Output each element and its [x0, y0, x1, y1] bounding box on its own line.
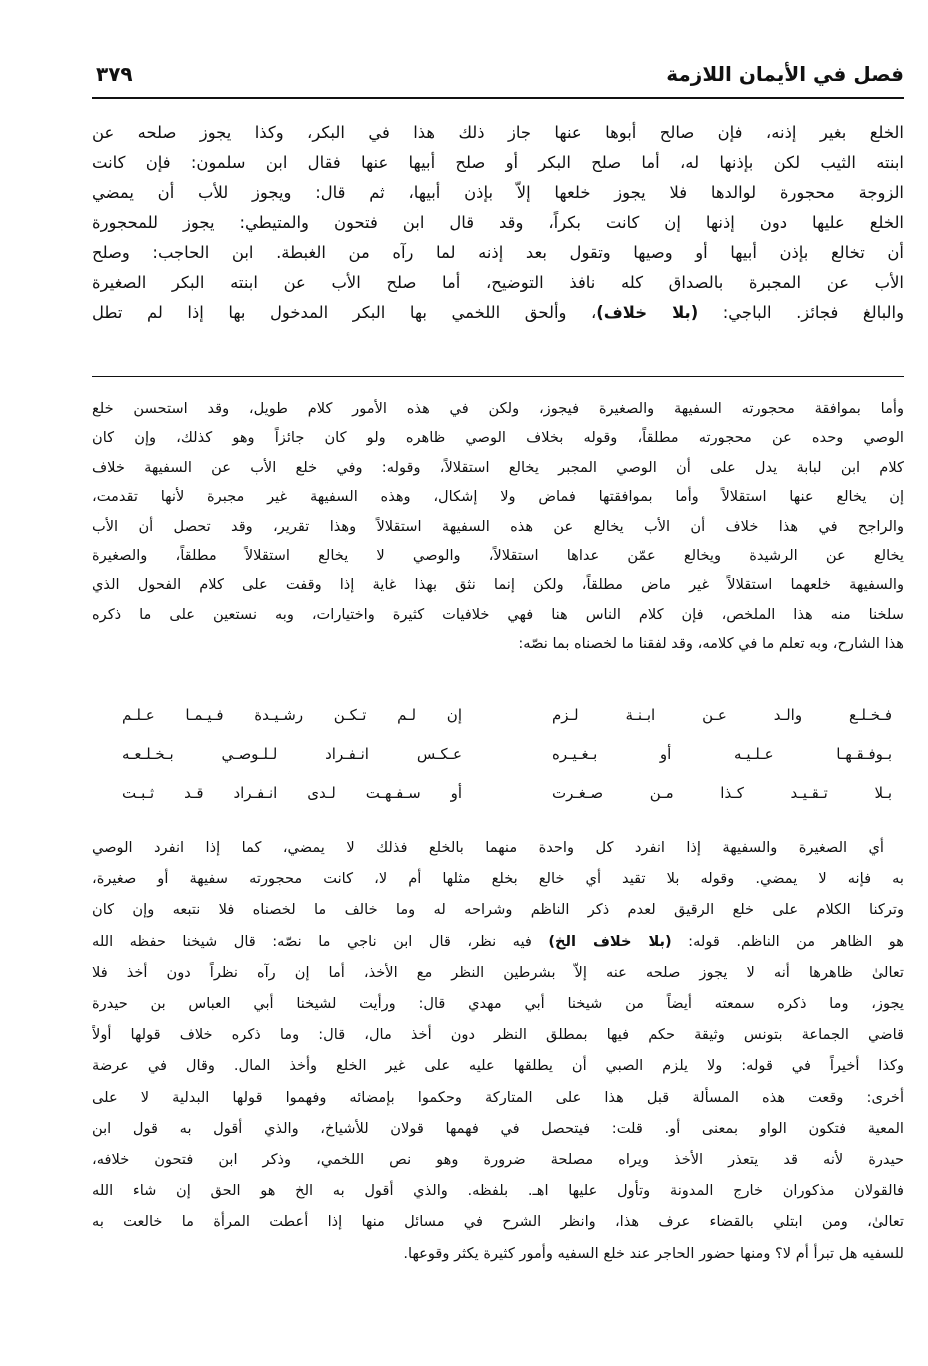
- text-line: والسفيهة خلعهما استقلالاً غير ماض مطلقاً، ولكن إنما نثق بهذا غاية إذا وقفت على كلام الفحول الذي: [92, 576, 904, 594]
- commentary-text: [92, 832, 904, 1269]
- text-line: وتركنا الكلام على خلع الرقيق لعدم ذكر الناظم وشراحه له وما خالف ما لخصناه فلا نتبعه وإن كان: [92, 901, 904, 919]
- header-rule: [92, 97, 904, 99]
- poem-verse: [122, 706, 892, 745]
- text-line: فالقولان مذكوران خارج المدونة وتأول عليها اهـ. بلفظه. والذي أقول به الخ هو الحق إن شاء الله: [92, 1182, 904, 1200]
- poem-verses: [122, 706, 892, 823]
- hemistich-left: أو سـفـهـت لـدى انـفـراد قـد ثـبـت: [122, 784, 462, 802]
- bold-quote: (بلا خلاف): [596, 303, 699, 322]
- text-line: للسفيه هل تبرأ أم لا؟ ومنها حضور الحاجر عند خلع السفيه وأمور كثيرة يكثر وقوعها.: [403, 1244, 904, 1262]
- text-line: به فإنه لا يمضي. وقوله بلا تقيد أي خالع بخلع مثلها أم لا، كانت محجورته سفيهة أو صغيرة،: [92, 870, 904, 888]
- text-segment: هو الظاهر من الناظم. قوله:: [671, 932, 904, 950]
- hemistich-right: بـلا تـقـيـد كـذا مـن صـغـرت: [552, 784, 892, 802]
- text-line: هذا الشارح، وبه تعلم ما في كلامه، وقد لفقنا ما لخصناه بما نصّه:: [518, 635, 904, 653]
- hemistich-right: فـخـلـع والـد عـن ابـنـة لـزم: [552, 706, 892, 724]
- main-text: [92, 118, 904, 328]
- text-line: أخرى: وقعت هذه المسألة قبل هذا على المتاركة وحكموا بإمضائه وفهموا قولها البدلية لا على: [92, 1088, 904, 1106]
- text-line: الزوجة محجورة لوالدها فلا يجوز خلعها إلاّ بإذن أبيها، ثم قال: ويجوز للأب أن يمضي: [92, 183, 904, 202]
- text-line: أي الصغيرة والسفيهة إذا انفرد كل واحدة منهما بالخلع فذلك لا يمضي، كما إذا انفرد الوصي: [92, 839, 884, 856]
- text-line: أن تخالع بإذن أبيها أو وصيها وتقول بعد إذنه لما رآه من الغبطة. ابن الحاجب: وصلح: [92, 243, 904, 262]
- text-line: حيدرة لأنه قد يتعذر الأخذ ويراه مصلحة ضرورة وهو نص اللخمي، وذكر ابن فتحون خلافه،: [92, 1151, 904, 1169]
- bold-quote: (بلا خلاف الخ): [548, 932, 672, 950]
- text-line: المعية فتكون الواو بمعنى أو. قلت: فيتحصل في فهمها قولان للأشياخ، والذي أقول به قول ابن: [92, 1119, 904, 1137]
- chapter-title: فصل في الأيمان اللازمة: [666, 62, 904, 86]
- text-line: وكذا أخيراً في قوله: ولا يلزم الصبي أن يطلقها عليه على غير الخلع وأخذ المال. وقال في عرضة: [92, 1057, 904, 1075]
- text-segment: فيه نظر، قال ابن ناجي ما نصّه: قال شيخنا حفظه الله: [92, 932, 549, 950]
- text-line: الوصي وحده عن محجورته مطلقاً، وقوله بخلاف الوصي ظاهره ولو كان جائزاً وهو كذلك، وإن كان: [92, 429, 904, 447]
- text-segment: ، وألحق اللخمي بها البكر المدخول بها إذا لم تطل: [92, 303, 597, 322]
- page-number: ٣٧٩: [96, 62, 133, 86]
- text-line: [92, 926, 904, 957]
- poem-verse: [122, 784, 892, 823]
- footnote-text: [92, 394, 904, 659]
- text-line: سلخنا منه هذا الملخص، فإن كلام الناس هنا فهي خلافيات كثيرة واختيارات، وبه نستعين على ما ذكره: [92, 605, 904, 623]
- text-segment: والبالغ فجائز. الباجي:: [698, 303, 904, 322]
- hemistich-left: عـكـس انـفـراد لـلـوصـي بـخـلـعـه: [122, 745, 462, 763]
- text-line: وأما بموافقة محجورته السفيهة والصغيرة فيجوز، ولكن في هذه الأمور كلام طويل، وقد استحسن خلع: [92, 400, 904, 417]
- running-header: [92, 62, 904, 92]
- text-line: تعالىٰ ظاهرها أنه لا يجوز صلحه عنه إلاّ بشرطين النظر مع الأخذ، أما إن رآه نظراً دون أخذ فلا: [92, 963, 904, 981]
- text-line: [92, 298, 904, 328]
- text-line: تعالىٰ، ومن ابتلي بالقضاء عرف هذا، وانظر الشرح في مسائل منها إذا أعطت المرأة ما خالعت به: [92, 1213, 904, 1231]
- text-line: الخلع عليها دون إذنها إن كانت بكراً، وقد قال ابن فتحون والمتيطي: يجوز للمحجورة: [92, 213, 904, 232]
- text-line: إن يخالع عنها استقلالاً وأما بموافقتها فماض ولا إشكال، وهذه السفيهة غير مجبرة لأنها تقدمت،: [92, 488, 904, 506]
- text-line: ابنته الثيب لكن بإذنها له، أما صلح البكر أو صلح أبيها عنها فقال ابن سلمون: فإن كانت: [92, 153, 904, 172]
- text-line: يخالع عن الرشيدة ويخالع عمّن عداها استقلالاً، والوصي لا يخالع استقلالاً مطلقاً، والصغيرة: [92, 547, 904, 565]
- text-line: الخلع بغير إذنه، فإن صالح أبوها عنها جاز ذلك هذا في البكر، وكذا يجوز صلحه عن: [92, 123, 904, 142]
- poem-verse: [122, 745, 892, 784]
- footnote-separator: [92, 376, 904, 377]
- text-line: الأب عن المجبرة بالصداق كله نافذ التوضيح، أما صلح الأب عن ابنته البكر الصغيرة: [92, 273, 904, 292]
- text-line: كلام ابن لبابة يدل على أن الوصي المجبر يخالع استقلالاً، وقوله: وفي خلع الأب عن السفيهة خلاف: [92, 458, 904, 476]
- text-line: يجوز، وما ذكره سمعته أيضاً من شيخنا أبي مهدي قال: ورأيت لشيخنا أبي العباس بن حيدرة: [92, 995, 904, 1013]
- text-line: قاضي الجماعة بتونس وثيقة حكم فيها بمطلق النظر دون أخذ مال، قال: وما ذكره خلاف قولها أولاً: [92, 1026, 904, 1044]
- text-line: والراجح في هذا خلاف أن الأب يخالع عن هذه السفيهة استقلالاً وهذا تقرير، وقد تحصل أن الأب: [92, 517, 904, 535]
- hemistich-right: بـوفـقـهـا عـلـيـه أو بـغـيـره: [552, 745, 892, 763]
- hemistich-left: إن لـم تـكـن رشـيـدة فـيـمـا عـلـم: [122, 706, 462, 724]
